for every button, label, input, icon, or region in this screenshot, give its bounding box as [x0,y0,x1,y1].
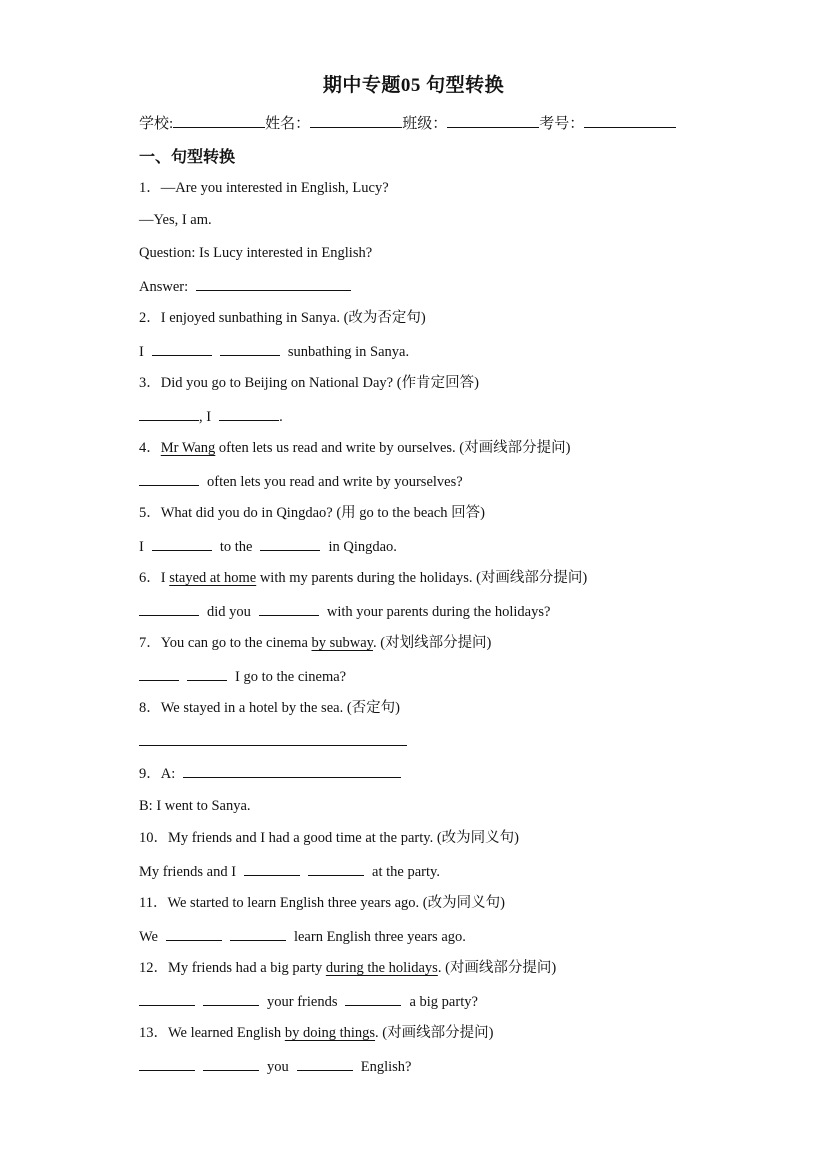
answer-blank[interactable] [230,926,286,941]
answer-text: often lets you read and write by yourselves? [207,474,463,490]
answer-text: learn English three years ago. [293,929,466,945]
answer-text: to the [219,539,253,555]
q10-answer-line [139,861,440,882]
question-number: 3． [139,375,161,391]
question-text: I enjoyed sunbathing in Sanya. (改为否定句) [160,310,426,326]
answer-blank[interactable] [260,536,320,551]
answer-text: I [139,344,144,360]
q11-answer-line [139,926,466,947]
underlined-phrase: during the holidays [325,960,438,976]
answer-text: with your parents during the holidays? [326,604,551,620]
question-number: 1． [139,180,161,196]
question-text: A: [160,766,176,782]
question-text: My friends and I had a good time at the party. (改为同义句) [168,830,520,846]
question-13 [139,1023,493,1043]
student-info-row [139,112,676,133]
question-number: 5． [139,505,161,521]
question-11 [139,893,505,913]
question-text: What did you do in Qingdao? (用 go to the beach 回答) [160,505,485,521]
answer-blank[interactable] [244,861,300,876]
answer-text: I [139,539,144,555]
underlined-phrase: stayed at home [169,570,257,586]
question-7 [139,633,491,653]
question-number: 4． [139,440,161,456]
name-label: 姓名： [265,116,311,132]
question-6 [139,568,587,588]
underlined-phrase: by doing things [284,1025,376,1041]
q1-answer-line [139,276,351,297]
question-text: We started to learn English three years ago. (改为同义句) [167,895,505,911]
question-number: 8． [139,700,161,716]
answer-blank[interactable] [203,991,259,1006]
q7-answer-line [139,666,346,687]
q8-answer-line [139,731,407,752]
answer-blank[interactable] [152,341,212,356]
q13-answer-line [139,1056,412,1077]
answer-text: you [267,1059,289,1075]
question-text: . (对画线部分提问) [437,960,557,976]
answer-blank[interactable] [203,1056,259,1071]
answer-text: in Qingdao. [328,539,397,555]
question-number: 2． [139,310,161,326]
question-text: Did you go to Beijing on National Day? (作肯定回答) [160,375,479,391]
underlined-phrase: by subway [311,635,373,651]
answer-text: My friends and I [139,864,237,880]
answer-blank[interactable] [308,861,364,876]
question-text: You can go to the cinema [160,635,312,651]
answer-blank[interactable] [152,536,212,551]
answer-text: English? [360,1059,412,1075]
name-blank[interactable] [310,113,402,128]
school-label: 学校: [139,116,174,132]
question-text: I [160,570,170,586]
question-number: 10． [139,830,168,846]
answer-blank[interactable] [259,601,319,616]
question-text: We stayed in a hotel by the sea. (否定句) [160,700,400,716]
answer-blank[interactable] [166,926,222,941]
answer-blank[interactable] [220,341,280,356]
question-2 [139,308,426,328]
question-text: . (对画线部分提问) [375,1025,494,1041]
answer-label: Answer: [139,279,189,295]
question-number: 12． [139,960,168,976]
q5-answer-line [139,536,397,557]
question-number: 6． [139,570,161,586]
question-number: 9． [139,766,161,782]
answer-blank[interactable] [139,601,199,616]
question-number: 13． [139,1025,168,1041]
answer-text: , I [199,409,212,425]
answer-blank[interactable] [183,763,401,778]
question-text: My friends had a big party [168,960,326,976]
question-8 [139,698,400,718]
answer-blank[interactable] [139,731,407,746]
answer-blank[interactable] [196,276,351,291]
answer-text: I go to the cinema? [235,669,347,685]
underlined-phrase: Mr Wang [160,440,216,456]
question-number: 7． [139,635,161,651]
question-text: —Are you interested in English, Lucy? [160,180,389,196]
q4-answer-line [139,471,463,492]
answer-text: at the party. [372,864,440,880]
question-4 [139,438,570,458]
q9-reply-line: B: I went to Sanya. [139,798,251,814]
answer-text: sunbathing in Sanya. [287,344,410,360]
answer-text: your friends [267,994,338,1010]
class-label: 班级： [402,116,448,132]
answer-blank[interactable] [139,406,199,421]
answer-blank[interactable] [219,406,279,421]
question-12 [139,958,556,978]
q12-answer-line [139,991,478,1012]
q6-answer-line [139,601,550,622]
answer-blank[interactable] [139,1056,195,1071]
question-9 [139,763,401,784]
answer-blank[interactable] [139,471,199,486]
answer-blank[interactable] [297,1056,353,1071]
question-number: 11． [139,895,168,911]
school-blank[interactable] [173,113,265,128]
answer-text: a big party? [409,994,478,1010]
question-text: We learned English [168,1025,285,1041]
answer-blank[interactable] [139,991,195,1006]
page-title: 期中专题05 句型转换 [322,75,505,96]
question-text: with my parents during the holidays. (对画线部分提问) [256,570,588,586]
question-3 [139,373,479,393]
answer-blank[interactable] [187,666,227,681]
question-1 [139,178,389,198]
question-text: often lets us read and write by ourselves. (对画线部分提问) [215,440,571,456]
section-heading: 一、句型转换 [139,149,236,166]
answer-blank[interactable] [139,666,179,681]
q1-dialogue-line: —Yes, I am. [139,212,212,228]
q2-answer-line [139,341,409,362]
answer-text: . [279,409,283,425]
question-text: . (对划线部分提问) [372,635,492,651]
class-blank[interactable] [447,113,539,128]
exam-no-label: 考号： [539,116,585,132]
q3-answer-line [139,406,283,427]
answer-text: We [139,929,158,945]
answer-blank[interactable] [345,991,401,1006]
question-10 [139,828,519,848]
exam-no-blank[interactable] [584,113,676,128]
q1-question-line: Question: Is Lucy interested in English? [139,245,373,261]
answer-text: did you [207,604,251,620]
question-5 [139,503,485,523]
